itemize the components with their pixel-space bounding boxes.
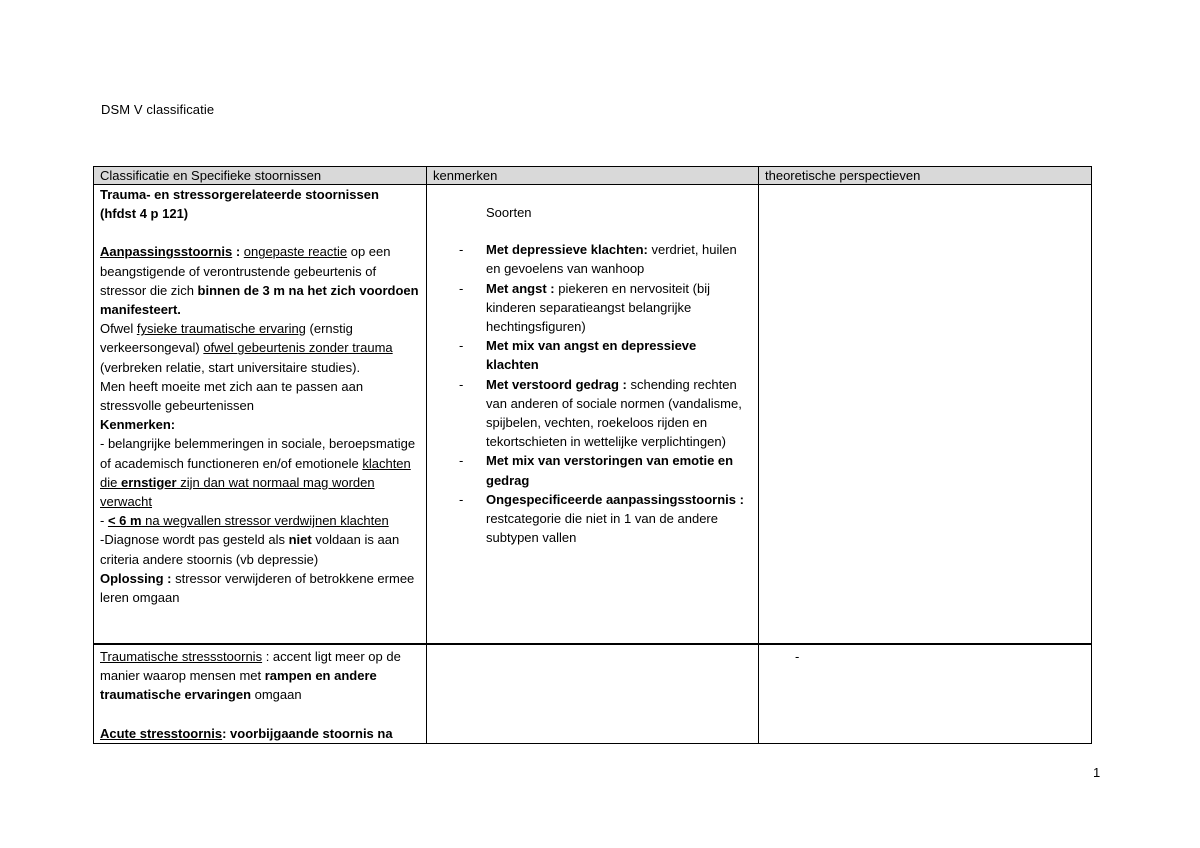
aanpassingsstoornis-definition: Aanpassingsstoornis : ongepaste reactie op een beangstigende of verontrustende gebeurtenis of stressor die zich binnen de 3 m na het zich voordoen manifesteert. [100,244,419,318]
acute-definition: Acute stresstoornis: voorbijgaande stoornis na [100,725,393,741]
dash-bullet: - [795,649,800,664]
list-item: - Met angst : piekeren en nervositeit (bij kinderen separatieangst belangrijke hechtingsfiguren) [486,279,752,337]
cell-perspectieven-empty [759,185,1092,645]
chapter-reference: (hfdst 4 p 121) [100,206,189,222]
header-kenmerken: kenmerken [427,167,759,185]
cell-perspectieven-dash [759,644,1092,743]
soorten-list [433,240,752,547]
list-item: - Met verstoord gedrag : schending rechten van anderen of sociale normen (vandalisme, spijbelen, vechten, roekeloos rijden en tekortschieten in wettelijke verplichtingen) [486,375,752,452]
section-heading: Trauma- en stressorgerelateerde stoornissen [100,187,379,202]
traumatische-definition: Traumatische stressstoornis : accent ligt meer op de manier waarop mensen met rampen en andere traumatische ervaringen omgaan [100,649,401,703]
cell-traumatische-stress [94,644,427,743]
table-row [94,644,1092,743]
soorten-label: Soorten [486,205,532,220]
page-number: 1 [1093,765,1101,780]
kenmerken-label: Kenmerken: [100,417,176,433]
header-classificatie: Classificatie en Specifieke stoornissen [94,167,427,185]
classification-table [93,166,1092,744]
ervaring-types: Ofwel fysieke traumatische ervaring (ernstig verkeersongeval) ofwel gebeurtenis zonder trauma (verbreken relatie, start universitaire studies). [100,321,393,375]
header-perspectieven: theoretische perspectieven [759,167,1092,185]
cell-empty [427,644,759,743]
kenmerk-item: -Diagnose wordt pas gesteld als niet voldaan is aan criteria andere stoornis (vb depressie) [100,532,400,567]
cell-kenmerken-soorten [427,185,759,645]
list-item: - Ongespecificeerde aanpassingsstoornis : restcategorie die niet in 1 van de andere subtypen vallen [486,490,752,548]
list-item: - Met mix van verstoringen van emotie en gedrag [486,451,752,489]
list-item: - Met depressieve klachten: verdriet, huilen en gevoelens van wanhoop [486,240,752,278]
kenmerk-item: - belangrijke belemmeringen in sociale, beroepsmatige of academisch functioneren en/of emotionele klachten die ernstiger zijn dan wat normaal mag worden verwacht [100,436,416,510]
list-item: - Met mix van angst en depressieve klachten [486,336,752,374]
document-title: DSM V classificatie [101,102,215,117]
oplossing-text: Oplossing : stressor verwijderen of betrokkene ermee leren omgaan [100,570,415,606]
table-header-row [94,167,1092,185]
cell-trauma-classificatie [94,185,427,645]
table-row [94,185,1092,645]
aanpassen-text: Men heeft moeite met zich aan te passen aan stressvolle gebeurtenissen [100,378,364,414]
kenmerk-item: - < 6 m na wegvallen stressor verdwijnen klachten [100,513,389,529]
